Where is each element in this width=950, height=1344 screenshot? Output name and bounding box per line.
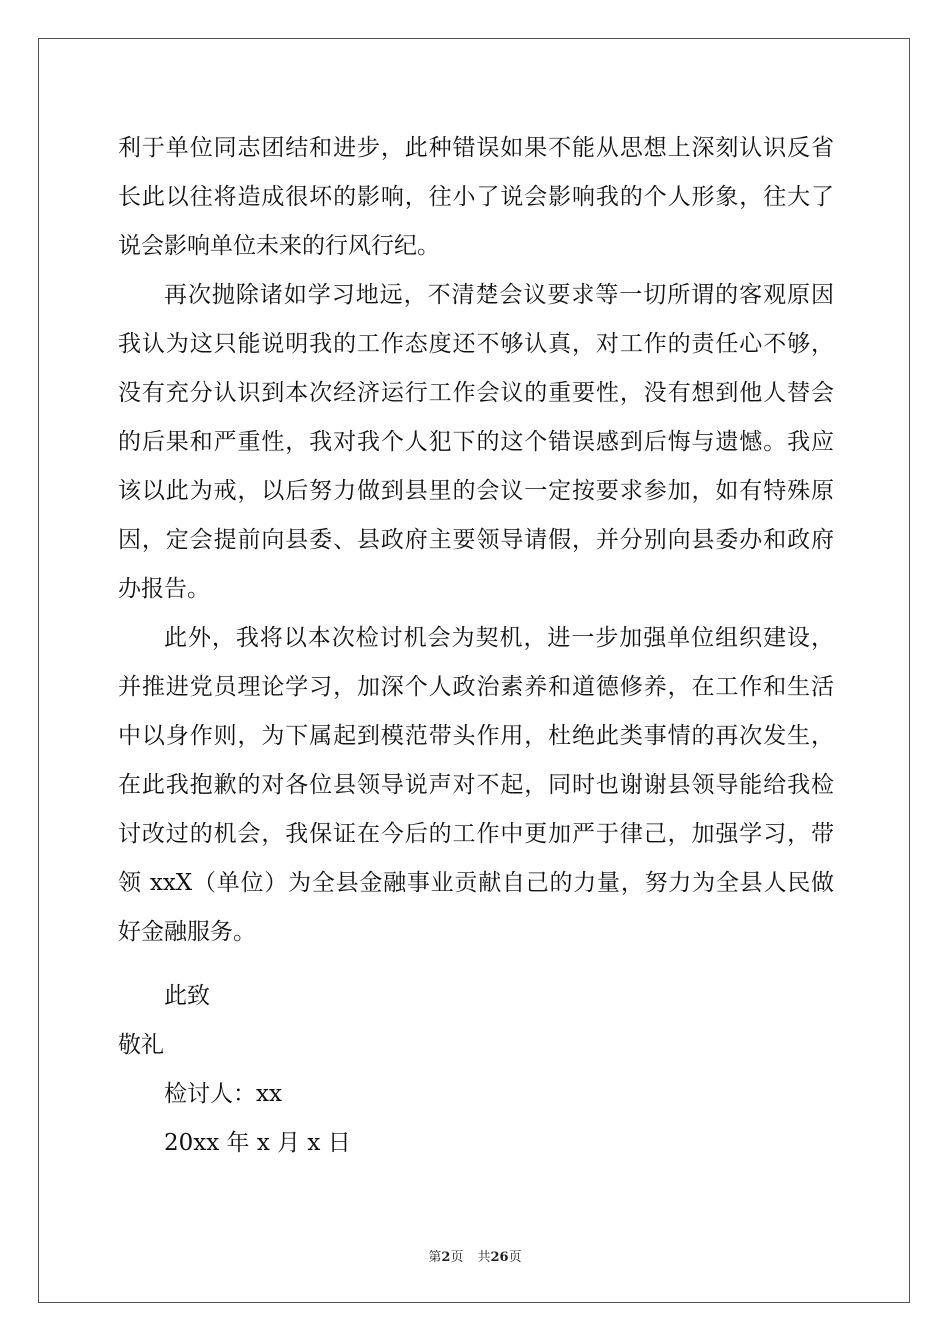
closing-salutation: 此致	[164, 983, 210, 1009]
text-line: 再次抛除诸如学习地远，不清楚会议要求等一切所谓的客观原因	[164, 282, 834, 308]
page-number: 2	[441, 1250, 451, 1265]
page-prefix: 第	[428, 1250, 442, 1265]
text-line: 我认为这只能说明我的工作态度还不够认真，对工作的责任心不够，	[118, 331, 834, 357]
total-pages: 26	[490, 1250, 509, 1265]
text-line: 好金融服务。	[118, 919, 256, 945]
text-line: 该以此为戒，以后努力做到县里的会议一定按要求参加，如有特殊原	[118, 478, 834, 504]
text-line: 领 xxX（单位）为全县金融事业贡献自己的力量，努力为全县人民做	[118, 870, 834, 896]
text-line: 说会影响单位未来的行风行纪。	[118, 233, 440, 259]
date-line: 20xx 年 x 月 x 日	[164, 1130, 351, 1156]
text-line: 此外，我将以本次检讨机会为契机，进一步加强单位组织建设，	[164, 625, 834, 651]
page-footer	[0, 1246, 950, 1265]
text-line: 没有充分认识到本次经济运行工作会议的重要性，没有想到他人替会	[118, 380, 834, 406]
page-unit: 页	[450, 1250, 464, 1265]
text-line: 并推进党员理论学习，加深个人政治素养和道德修养，在工作和生活	[118, 674, 834, 700]
document-body	[118, 124, 834, 957]
closing-regards: 敬礼	[118, 1032, 164, 1058]
total-unit: 页	[508, 1250, 522, 1265]
text-line: 中以身作则，为下属起到模范带头作用，杜绝此类事情的再次发生，	[118, 723, 834, 749]
text-line: 在此我抱歉的对各位县领导说声对不起，同时也谢谢县领导能给我检	[118, 772, 834, 798]
text-line: 长此以往将造成很坏的影响，往小了说会影响我的个人形象，往大了	[118, 184, 834, 210]
text-line: 讨改过的机会，我保证在今后的工作中更加严于律己，加强学习，带	[118, 821, 834, 847]
total-prefix: 共	[477, 1250, 491, 1265]
text-line: 办报告。	[118, 576, 210, 602]
text-line: 因，定会提前向县委、县政府主要领导请假，并分别向县委办和政府	[118, 527, 834, 553]
text-line: 利于单位同志团结和进步，此种错误如果不能从思想上深刻认识反省	[118, 135, 834, 161]
text-line: 的后果和严重性，我对我个人犯下的这个错误感到后悔与遗憾。我应	[118, 429, 834, 455]
signer-line: 检讨人：xx	[164, 1081, 282, 1107]
